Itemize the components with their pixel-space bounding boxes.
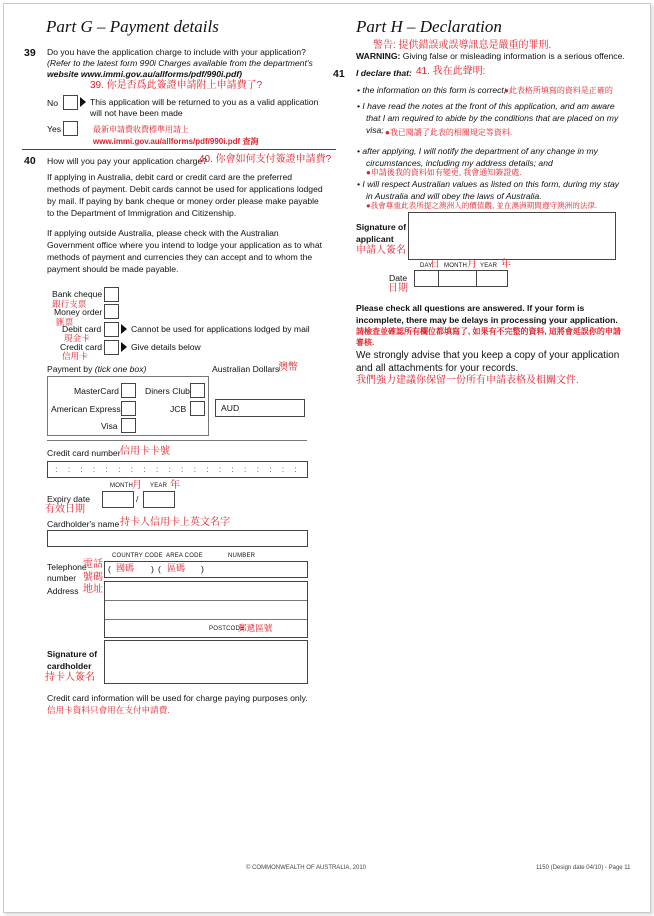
- q39-number: 39: [24, 47, 36, 59]
- q40-outside-text-2: Government office where you intend to lodge your application as to what: [47, 240, 323, 250]
- q40-australia-text-4: to the Department of Immigration and Citizenship.: [47, 208, 237, 218]
- cc-number-label: Credit card number: [47, 448, 121, 458]
- day-label: DAY: [420, 263, 433, 269]
- divider: [22, 149, 336, 150]
- jcb-label: JCB: [170, 404, 187, 414]
- divider: [105, 600, 307, 601]
- q40-question-zh: 40. 你會如何支付簽證申請費?: [199, 154, 332, 165]
- credit-card-checkbox[interactable]: [104, 340, 119, 355]
- bank-cheque-zh: 銀行支票: [52, 299, 87, 309]
- diners-checkbox[interactable]: [190, 383, 205, 398]
- footer-copyright: © COMMONWEALTH OF AUSTRALIA, 2010: [246, 865, 366, 871]
- area-code-label: AREA CODE: [166, 553, 203, 559]
- expiry-slash: /: [136, 494, 139, 504]
- q41-declare: I declare that:: [356, 68, 412, 78]
- credit-card-note: Give details below: [131, 342, 201, 352]
- part-g-title: Part G – Payment details: [46, 17, 219, 36]
- paren-open: (: [158, 564, 161, 574]
- divider: [47, 440, 307, 441]
- q39-yes-label: Yes: [47, 124, 62, 134]
- visa-checkbox[interactable]: [121, 418, 136, 433]
- country-code-zh: 國碼: [116, 563, 135, 573]
- q40-australia-text-3: by mail. If paying by bank cheque or money order please make payable: [47, 196, 319, 206]
- applicant-signature-label-2: applicant: [356, 234, 394, 244]
- declaration-bullet-2-line3: visa;: [366, 125, 384, 135]
- amex-label: American Express: [51, 404, 121, 414]
- declaration-bullet-4-line2: in Australia and will obey the laws of Australia.: [366, 191, 542, 201]
- q40-question: How will you pay your application charge?: [47, 156, 208, 166]
- check-notice: Please check all questions are answered. If your form is: [356, 303, 585, 313]
- bank-cheque-checkbox[interactable]: [104, 287, 119, 302]
- q40-outside-text: If applying outside Australia, please check with the Australian: [47, 228, 279, 238]
- declaration-bullet-2: I have read the notes at the front of this application, and am aware: [362, 101, 615, 111]
- q39-question-line3: website www.immi.gov.au/allforms/pdf/990i.pdf): [47, 69, 242, 79]
- expiry-month-field[interactable]: [102, 491, 134, 508]
- address-zh: 地址: [83, 584, 103, 595]
- arrow-right-icon: [80, 97, 86, 107]
- month-zh: 月: [132, 480, 142, 491]
- diners-label: Diners Club: [145, 386, 190, 396]
- cardholder-signature-label: Signature of: [47, 649, 98, 659]
- month-zh: 月: [467, 259, 477, 270]
- arrow-right-icon: [121, 342, 127, 352]
- check-notice-zh-line2: 審核.: [356, 338, 375, 347]
- postcode-zh: 郵遞區號: [238, 623, 273, 633]
- paren-open: (: [108, 564, 111, 574]
- cardholder-signature-zh: 持卡人簽名: [45, 672, 95, 683]
- declaration-bullet-4: I will respect Australian values as listed on this form, during my stay: [362, 179, 620, 189]
- address-field[interactable]: [104, 581, 308, 638]
- year-label: YEAR: [480, 263, 498, 269]
- declaration-bullet-2-zh: ●我已閱讀了此表的相關規定等資料.: [385, 128, 513, 137]
- q39-question: Do you have the application charge to include with your application?: [47, 47, 306, 57]
- aud-currency-text: AUD: [221, 403, 240, 413]
- telephone-zh: 電話: [83, 559, 103, 570]
- declaration-bullet-4-zh: ●我會尊重此表所提之澳洲人的價值觀, 並在澳洲期間遵守澳洲的法律.: [366, 201, 598, 210]
- date-zh: 日期: [388, 283, 408, 294]
- cc-number-field[interactable]: [47, 461, 308, 478]
- q39-yes-checkbox[interactable]: [63, 121, 78, 136]
- telephone-label: Telephone: [47, 562, 87, 572]
- declaration-bullet-3-zh: ●申請後我的資料如有變更, 我會通知簽證處.: [366, 168, 522, 177]
- cardholder-name-field[interactable]: [47, 530, 308, 547]
- aud-label: Australian Dollars: [212, 364, 280, 374]
- mastercard-checkbox[interactable]: [121, 383, 136, 398]
- advise-text-line2: and all attachments for your records.: [356, 363, 519, 374]
- expiry-label: Expiry date: [47, 494, 90, 504]
- country-code-label: COUNTRY CODE: [112, 553, 163, 559]
- bank-cheque-label: Bank cheque: [52, 289, 103, 299]
- arrow-right-icon: [121, 324, 127, 334]
- applicant-signature-field[interactable]: [408, 212, 616, 260]
- check-notice-line2: incomplete, there may be delays in processing your application.: [356, 315, 618, 325]
- q40-australia-text: If applying in Australia, debit card or credit card are the preferred: [47, 172, 293, 182]
- expiry-year-field[interactable]: [143, 491, 175, 508]
- check-notice-zh: 請檢查並確認所有欄位都填寫了, 如果有不完整的資料, 這將會延誤你的申請: [356, 327, 621, 336]
- cardholder-signature-field[interactable]: [104, 640, 308, 684]
- cc-number-zh: 信用卡卡號: [120, 446, 170, 457]
- money-order-checkbox[interactable]: [104, 304, 119, 319]
- jcb-checkbox[interactable]: [190, 401, 205, 416]
- q39-no-checkbox[interactable]: [63, 95, 78, 110]
- advise-zh: 我們強力建議你保留一份所有申請表格及相關文件.: [356, 375, 579, 386]
- paren-close: ): [201, 564, 204, 574]
- month-label: MONTH: [444, 263, 467, 269]
- debit-card-zh: 現金卡: [64, 333, 90, 343]
- debit-card-note: Cannot be used for applications lodged by mail: [131, 324, 310, 334]
- amex-checkbox[interactable]: [121, 401, 136, 416]
- date-year-field[interactable]: [476, 270, 508, 287]
- q41-declare-zh: 41. 我在此聲明:: [416, 66, 486, 77]
- debit-card-label: Debit card: [62, 324, 102, 334]
- q39-no-label: No: [47, 98, 58, 108]
- applicant-signature-zh: 申請人簽名: [356, 245, 406, 256]
- part-h-title: Part H – Declaration: [356, 17, 502, 36]
- month-label: MONTH: [110, 483, 133, 489]
- declaration-bullet-1: the information on this form is correct;: [362, 85, 507, 95]
- year-label: YEAR: [150, 483, 168, 489]
- warning-text: Giving false or misleading information is a serious offence.: [402, 51, 625, 61]
- credit-card-zh: 信用卡: [62, 351, 88, 361]
- q40-outside-text-3: methods of payment and currencies they can accept and to whom the: [47, 252, 313, 262]
- date-month-field[interactable]: [438, 270, 478, 287]
- cardholder-name-zh: 持卡人信用卡上英文名字: [120, 517, 230, 528]
- date-label: Date: [389, 273, 408, 283]
- paren-close: ): [151, 564, 154, 574]
- debit-card-checkbox[interactable]: [104, 322, 119, 337]
- advise-text: We strongly advise that you keep a copy of your application: [356, 350, 620, 361]
- footer-page: 1150 (Design date 04/10) - Page 11: [536, 865, 631, 871]
- cc-info-note: Credit card information will be used for charge paying purposes only.: [47, 693, 308, 703]
- q40-australia-text-2: methods of payment. Debit cards cannot be used for applications lodged: [47, 184, 323, 194]
- cc-number-separators: : : : : : : : : : : : : : : : : : : : :: [55, 464, 297, 474]
- address-label: Address: [47, 586, 79, 596]
- declaration-bullet-1-zh: ●此表格所填寫的資料是正確的: [504, 86, 613, 95]
- q39-no-note-line2: will not have been made: [90, 108, 183, 118]
- cardholder-name-label: Cardholder's name: [47, 519, 120, 529]
- money-order-zh: 匯票: [56, 317, 74, 327]
- aud-amount-field[interactable]: [215, 399, 305, 417]
- declaration-bullet-3-line2: circumstances, including my address details; and: [366, 158, 553, 168]
- q40-number: 40: [24, 155, 36, 167]
- cardholder-signature-label-2: cardholder: [47, 661, 92, 671]
- day-zh: 日: [430, 259, 440, 270]
- q39-no-note: This application will be returned to you as a valid application: [90, 97, 319, 107]
- warning-label: WARNING:: [356, 51, 401, 61]
- q39-zh-url: www.immi.gov.au/allforms/pdf/990i.pdf 查詢: [93, 137, 259, 146]
- q39-zh-note: 最新申請費收費標準用請上: [93, 125, 189, 134]
- number-label: NUMBER: [228, 553, 256, 559]
- q39-question-zh: 39. 你是否爲此簽證申請附上申請費了?: [90, 80, 263, 91]
- cc-info-note-zh: 信用卡資料只會用在支付申請費.: [47, 705, 170, 715]
- declaration-bullet-3: after applying, I will notify the department of any change in my: [362, 146, 598, 156]
- applicant-signature-label: Signature of: [356, 222, 407, 232]
- q41-number: 41: [333, 68, 345, 80]
- warning-zh: 警告: 提供錯誤或誤導訊息是嚴重的罪刑.: [373, 40, 552, 51]
- year-zh: 年: [501, 259, 511, 270]
- q39-question-line2: (Refer to the latest form 990i Charges available from the department's: [47, 58, 313, 68]
- telephone-field[interactable]: [104, 561, 308, 578]
- mastercard-label: MasterCard: [74, 386, 119, 396]
- credit-card-label: Credit card: [60, 342, 103, 352]
- year-zh: 年: [170, 480, 180, 491]
- payment-by-label: Payment by: [47, 364, 93, 374]
- tick-one-box: (tick one box): [94, 364, 147, 374]
- money-order-label: Money order: [54, 307, 103, 317]
- divider: [105, 619, 307, 620]
- visa-label: Visa: [101, 421, 118, 431]
- date-day-field[interactable]: [414, 270, 440, 287]
- telephone-number-label: number: [47, 573, 77, 583]
- aud-zh: 澳幣: [278, 362, 298, 373]
- expiry-zh: 有效日期: [45, 504, 85, 515]
- area-code-zh: 區碼: [167, 563, 186, 573]
- telephone-number-zh: 號碼: [83, 572, 103, 583]
- q40-outside-text-4: payment should be made payable.: [47, 264, 179, 274]
- postcode-label: POSTCODE: [209, 626, 245, 632]
- declaration-bullet-2-line2: that I am required to abide by the conditions that are placed on my: [366, 113, 619, 123]
